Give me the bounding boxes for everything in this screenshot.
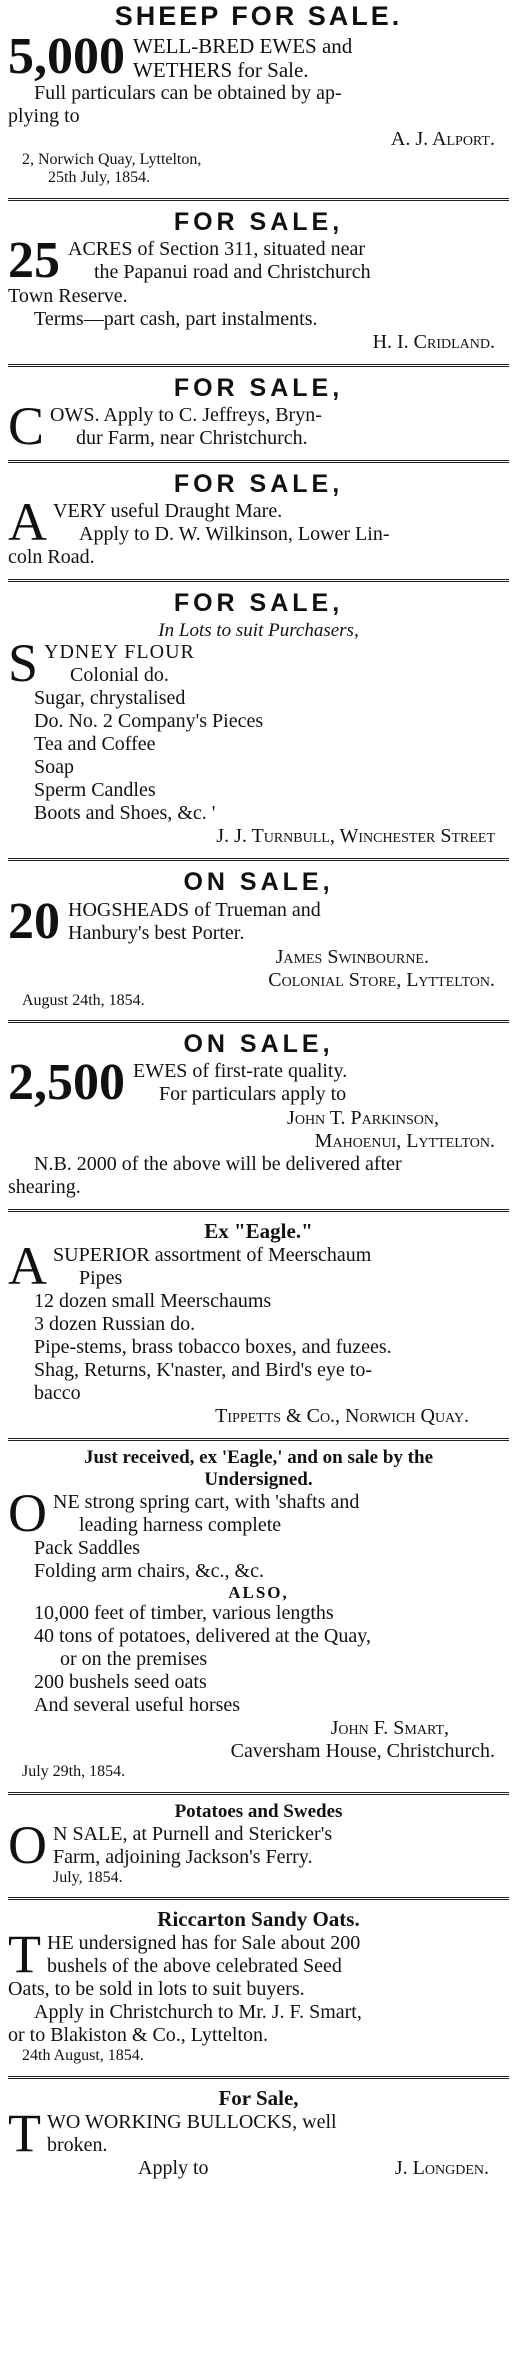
list-item: Shag, Returns, K'naster, and Bird's eye to- xyxy=(34,1359,373,1382)
ad-bullocks xyxy=(8,2085,509,2186)
lead-line: WO WORKING BULLOCKS, well xyxy=(47,2110,337,2133)
lead-line: OWS. Apply to C. Jeffreys, Bryn- xyxy=(50,404,322,427)
list-item: bacco xyxy=(34,1382,81,1405)
ad-heading: SHEEP FOR SALE. xyxy=(114,1,403,31)
lead-line: Pipes xyxy=(79,1267,123,1290)
ad-heading: FOR SALE, xyxy=(173,373,344,402)
ad-sheep xyxy=(8,0,509,194)
item-list xyxy=(8,1602,509,1717)
list-item: Tea and Coffee xyxy=(34,733,156,756)
lead-line: YDNEY FLOUR xyxy=(44,641,195,664)
drop-cap: T xyxy=(8,2102,41,2163)
list-item: 3 dozen Russian do. xyxy=(34,1313,196,1336)
divider xyxy=(8,2076,509,2079)
ad-porter xyxy=(8,867,509,1015)
list-item: 200 bushels seed oats xyxy=(34,1671,207,1694)
signature-address: Colonial Store, Lyttelton. xyxy=(268,968,495,991)
list-item: Folding arm chairs, &c., &c. xyxy=(34,1559,264,1582)
date: 25th July, 1854. xyxy=(48,169,151,187)
date: July, 1854. xyxy=(53,1868,123,1886)
signature: A. J. Alport. xyxy=(390,128,495,151)
ad-cows xyxy=(8,373,509,456)
ad-heading: FOR SALE, xyxy=(173,470,344,499)
lead-line: WETHERS for Sale. xyxy=(133,57,309,82)
ad-heading: FOR SALE, xyxy=(173,589,344,618)
lead-line: Hanbury's best Porter. xyxy=(68,921,245,944)
signature: H. I. Cridland. xyxy=(372,330,495,353)
address: 2, Norwich Quay, Lyttelton, xyxy=(22,151,202,169)
ad-oats xyxy=(8,1906,509,2072)
ad-eagle xyxy=(8,1218,509,1434)
body-line: Oats, to be sold in lots to suit buyers. xyxy=(8,1978,305,2001)
lead-line: N SALE, at Purnell and Stericker's xyxy=(53,1822,333,1845)
ad-heading: ON SALE, xyxy=(183,868,334,897)
ad-potatoes xyxy=(8,1801,509,1893)
lead-line: HOGSHEADS of Trueman and xyxy=(68,898,321,921)
ad-smart xyxy=(8,1447,509,1788)
lead-line: HE undersigned has for Sale about 200 xyxy=(47,1932,361,1955)
divider xyxy=(8,460,509,463)
divider xyxy=(8,858,509,861)
note-line: shearing. xyxy=(8,1175,81,1198)
body-line: Terms—part cash, part instalments. xyxy=(34,307,318,330)
lead-line: broken. xyxy=(47,2133,108,2156)
ad-intro: Just received, ex 'Eagle,' and on sale by the xyxy=(83,1447,434,1469)
divider xyxy=(8,1792,509,1795)
signature: J. J. Turnbull, Winchester Street xyxy=(216,825,495,848)
lead-line: bushels of the above celebrated Seed xyxy=(47,1955,342,1978)
body-line: Apply in Christchurch to Mr. J. F. Smart, xyxy=(34,2001,362,2024)
date: August 24th, 1854. xyxy=(22,991,145,1009)
signature: Tippetts & Co., Norwich Quay. xyxy=(215,1405,469,1428)
lead-number: 25 xyxy=(8,232,60,290)
lead-line: VERY useful Draught Mare. xyxy=(53,500,283,523)
ad-heading: Riccarton Sandy Oats. xyxy=(157,1907,360,1932)
lead-line: ACRES of Section 311, situated near xyxy=(68,238,365,261)
list-item: Sperm Candles xyxy=(34,779,156,802)
lead-number: 20 xyxy=(8,892,60,950)
ad-mare xyxy=(8,469,509,575)
note-line: N.B. 2000 of the above will be delivered after xyxy=(34,1152,402,1175)
lead-line: For particulars apply to xyxy=(159,1083,347,1106)
ad-subheading: In Lots to suit Purchasers, xyxy=(158,619,359,641)
list-item: 12 dozen small Meerschaums xyxy=(34,1290,272,1313)
lead-number: 5,000 xyxy=(8,27,125,85)
body-line: Full particulars can be obtained by ap- xyxy=(34,82,342,105)
drop-cap: T xyxy=(8,1924,41,1985)
ad-ewes xyxy=(8,1029,509,1205)
drop-cap: O xyxy=(8,1814,47,1875)
lead-line: Colonial do. xyxy=(70,664,169,687)
ad-heading: FOR SALE, xyxy=(173,207,344,236)
ad-heading: Ex "Eagle." xyxy=(204,1218,313,1243)
apply-label: Apply to xyxy=(138,2156,209,2179)
list-item: Pipe-stems, brass tobacco boxes, and fuzees. xyxy=(34,1336,392,1359)
ad-heading: Potatoes and Swedes xyxy=(174,1800,343,1822)
signature-address: Mahoenui, Lyttelton. xyxy=(314,1129,495,1152)
lead-line: leading harness complete xyxy=(79,1513,282,1536)
list-item: or on the premises xyxy=(60,1648,208,1671)
item-list xyxy=(8,1537,509,1583)
list-item: 10,000 feet of timber, various lengths xyxy=(34,1602,334,1625)
list-item: And several useful horses xyxy=(34,1694,241,1717)
lead-line: WELL-BRED EWES and xyxy=(133,33,353,58)
signature: John F. Smart, xyxy=(330,1717,449,1740)
list-item: Boots and Shoes, &c. ' xyxy=(34,802,216,825)
ad-acres xyxy=(8,207,509,360)
divider xyxy=(8,198,509,201)
list-item: Do. No. 2 Company's Pieces xyxy=(34,710,264,733)
lead-line: SUPERIOR assortment of Meerschaum xyxy=(53,1244,372,1267)
list-item: 40 tons of potatoes, delivered at the Quay, xyxy=(34,1625,371,1648)
divider xyxy=(8,579,509,582)
drop-cap: O xyxy=(8,1482,47,1543)
drop-cap: A xyxy=(8,1236,47,1297)
list-item: Soap xyxy=(34,756,74,779)
drop-cap: S xyxy=(8,633,39,694)
lead-line: the Papanui road and Christchurch xyxy=(94,261,371,284)
list-item: Pack Saddles xyxy=(34,1536,141,1559)
date: July 29th, 1854. xyxy=(22,1763,126,1781)
lead-line: dur Farm, near Christchurch. xyxy=(76,427,308,450)
divider xyxy=(8,1438,509,1441)
list-item: Sugar, chrystalised xyxy=(34,687,186,710)
ad-lead xyxy=(8,27,509,85)
signature: J. Longden. xyxy=(394,2156,489,2179)
divider xyxy=(8,1209,509,1212)
divider xyxy=(8,1897,509,1900)
item-list xyxy=(8,687,509,825)
ad-intro: Undersigned. xyxy=(204,1469,313,1491)
apply-row xyxy=(8,2157,509,2180)
lead-line: Apply to D. W. Wilkinson, Lower Lin- xyxy=(79,523,390,546)
body-line: plying to xyxy=(8,105,80,128)
lead-line: Farm, adjoining Jackson's Ferry. xyxy=(53,1845,313,1868)
drop-cap: C xyxy=(8,396,45,457)
ad-heading: ON SALE, xyxy=(183,1029,334,1058)
lead-line: EWES of first-rate quality. xyxy=(133,1060,348,1083)
drop-cap: A xyxy=(8,492,47,553)
ad-heading: For Sale, xyxy=(218,2085,299,2110)
lead-number: 2,500 xyxy=(8,1054,125,1112)
body-line: Town Reserve. xyxy=(8,284,128,307)
also-label: ALSO, xyxy=(228,1582,289,1602)
signature: James Swinbourne. xyxy=(275,945,429,968)
signature-address: Caversham House, Christchurch. xyxy=(230,1740,495,1763)
lead-line: NE strong spring cart, with 'shafts and xyxy=(53,1490,360,1513)
body-line: or to Blakiston & Co., Lyttelton. xyxy=(8,2024,268,2047)
divider xyxy=(8,364,509,367)
body-line: coln Road. xyxy=(8,546,95,569)
item-list xyxy=(8,1290,509,1405)
signature: John T. Parkinson, xyxy=(287,1106,439,1129)
divider xyxy=(8,1020,509,1023)
date: 24th August, 1854. xyxy=(22,2047,144,2065)
ad-flour xyxy=(8,588,509,854)
